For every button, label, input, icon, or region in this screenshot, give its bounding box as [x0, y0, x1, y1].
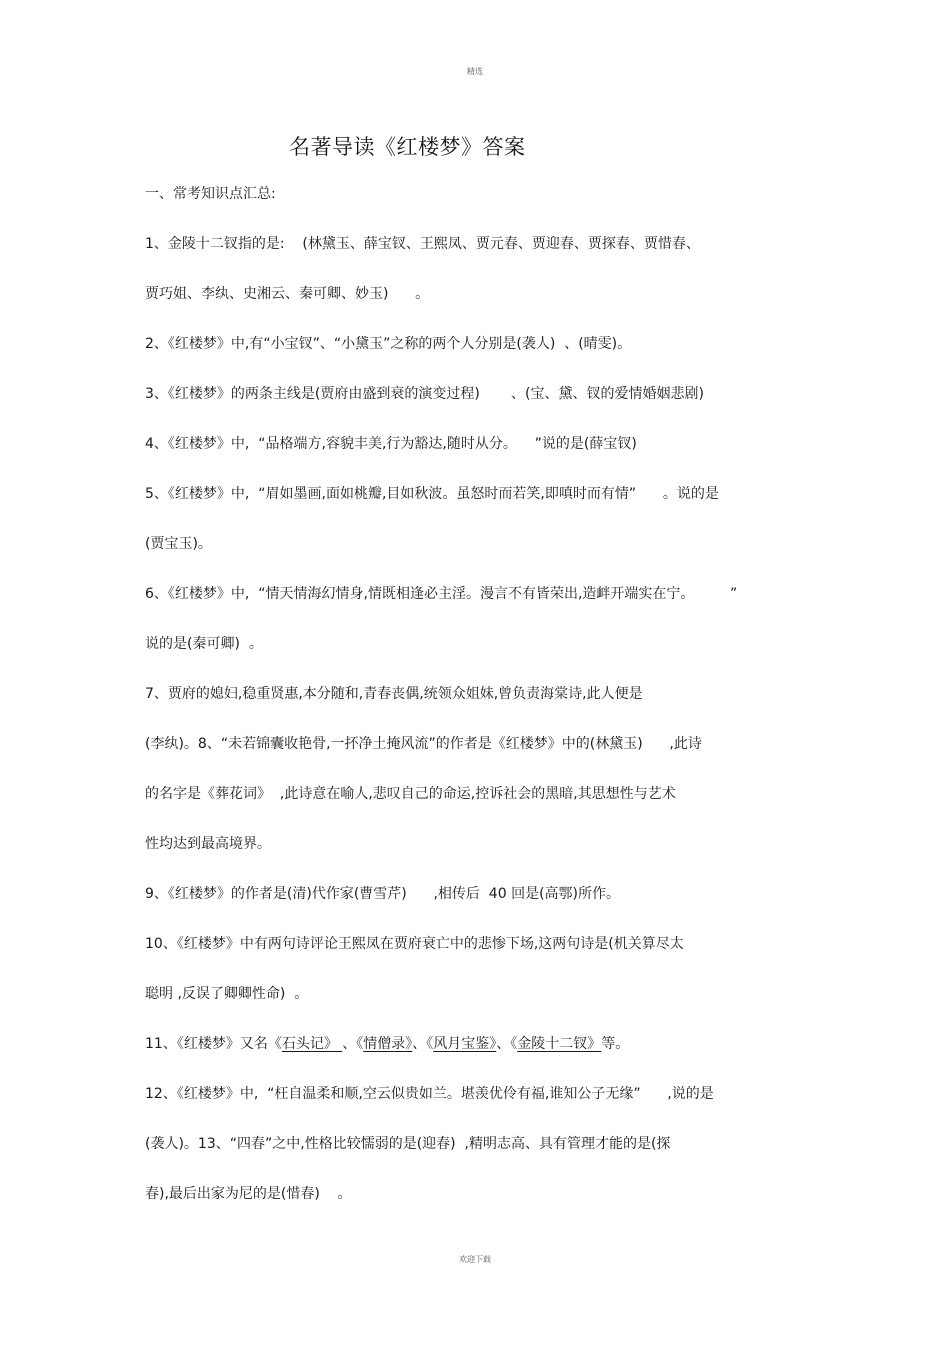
text-line: 12、《红楼梦》中, “枉自温柔和顺,空云似贵如兰。堪羡优伶有福,谁知公子无缘” ,说的是: [145, 1086, 714, 1102]
text-line-alt-names: [145, 1033, 629, 1053]
text-line: 4、《红楼梦》中, “品格端方,容貌丰美,行为豁达,随时从分。 ”说的是(薛宝钗): [145, 436, 637, 452]
page-title: 名著导读《红楼梦》答案: [289, 135, 526, 159]
footer-watermark: 欢迎下载: [459, 1255, 491, 1264]
alt-names-separator: 、《: [412, 1036, 434, 1052]
text-line: 的名字是《葬花词》 ,此诗意在喻人,悲叹自己的命运,控诉社会的黑暗,其思想性与艺术: [145, 786, 676, 802]
text-line: (贾宝玉)。: [145, 536, 212, 552]
text-line: 2、《红楼梦》中,有“小宝钗”、“小黛玉”之称的两个人分别是(袭人) 、(晴雯)。: [145, 336, 632, 352]
text-line: 1、金陵十二钗指的是: (林黛玉、薛宝钗、王熙凤、贾元春、贾迎春、贾探春、贾惜春、: [145, 236, 700, 252]
text-line: 春),最后出家为尼的是(惜春) 。: [145, 1186, 352, 1202]
alt-names-separator: 、《: [342, 1036, 364, 1052]
text-line: (李纨)。8、“未若锦囊收艳骨,一抔净土掩风流”的作者是《红楼梦》中的(林黛玉) ,此诗: [145, 736, 702, 752]
text-line: 6、《红楼梦》中, “情天情海幻情身,情既相逢必主淫。漫言不有皆荣出,造衅开端实在宁。 ”: [145, 586, 738, 602]
text-line: 9、《红楼梦》的作者是(清)代作家(曹雪芹) ,相传后 40 回是(高鄂)所作。: [145, 886, 620, 902]
alt-name-shitouji: 石头记》: [281, 1036, 343, 1052]
text-line: 说的是(秦可卿) 。: [145, 636, 263, 652]
alt-names-separator: 、《: [496, 1036, 518, 1052]
alt-names-suffix: 等。: [601, 1036, 630, 1052]
text-line: 7、贾府的媳妇,稳重贤惠,本分随和,青春丧偶,统领众姐妹,曾负责海棠诗,此人便是: [145, 686, 643, 702]
text-line: 聪明 ,反误了卿卿性命) 。: [145, 986, 309, 1002]
alt-name-fengyuebaojian: 风月宝鉴》: [433, 1036, 497, 1052]
alt-names-prefix: 11、《红楼梦》又名《: [145, 1036, 282, 1052]
text-line: 性均达到最高境界。: [145, 836, 271, 852]
alt-name-qingsenglu: 情僧录》: [363, 1036, 413, 1052]
alt-name-jinlingshierchai: 金陵十二钗》: [517, 1036, 602, 1052]
text-line: (袭人)。13、“四春”之中,性格比较懦弱的是(迎春) ,精明志高、具有管理才能的是(探: [145, 1136, 671, 1152]
header-watermark: 精选: [467, 67, 483, 76]
text-line: 10、《红楼梦》中有两句诗评论王熙凤在贾府衰亡中的悲惨下场,这两句诗是(机关算尽太: [145, 936, 684, 952]
section-heading: 一、常考知识点汇总:: [145, 186, 276, 202]
text-line: 5、《红楼梦》中, “眉如墨画,面如桃瓣,目如秋波。虽怒时而若笑,即嗔时而有情” 。说的是: [145, 486, 719, 502]
text-line: 3、《红楼梦》的两条主线是(贾府由盛到衰的演变过程) 、(宝、黛、钗的爱情婚姻悲剧): [145, 386, 704, 402]
text-line: 贾巧姐、李纨、史湘云、秦可卿、妙玉) 。: [145, 286, 430, 302]
